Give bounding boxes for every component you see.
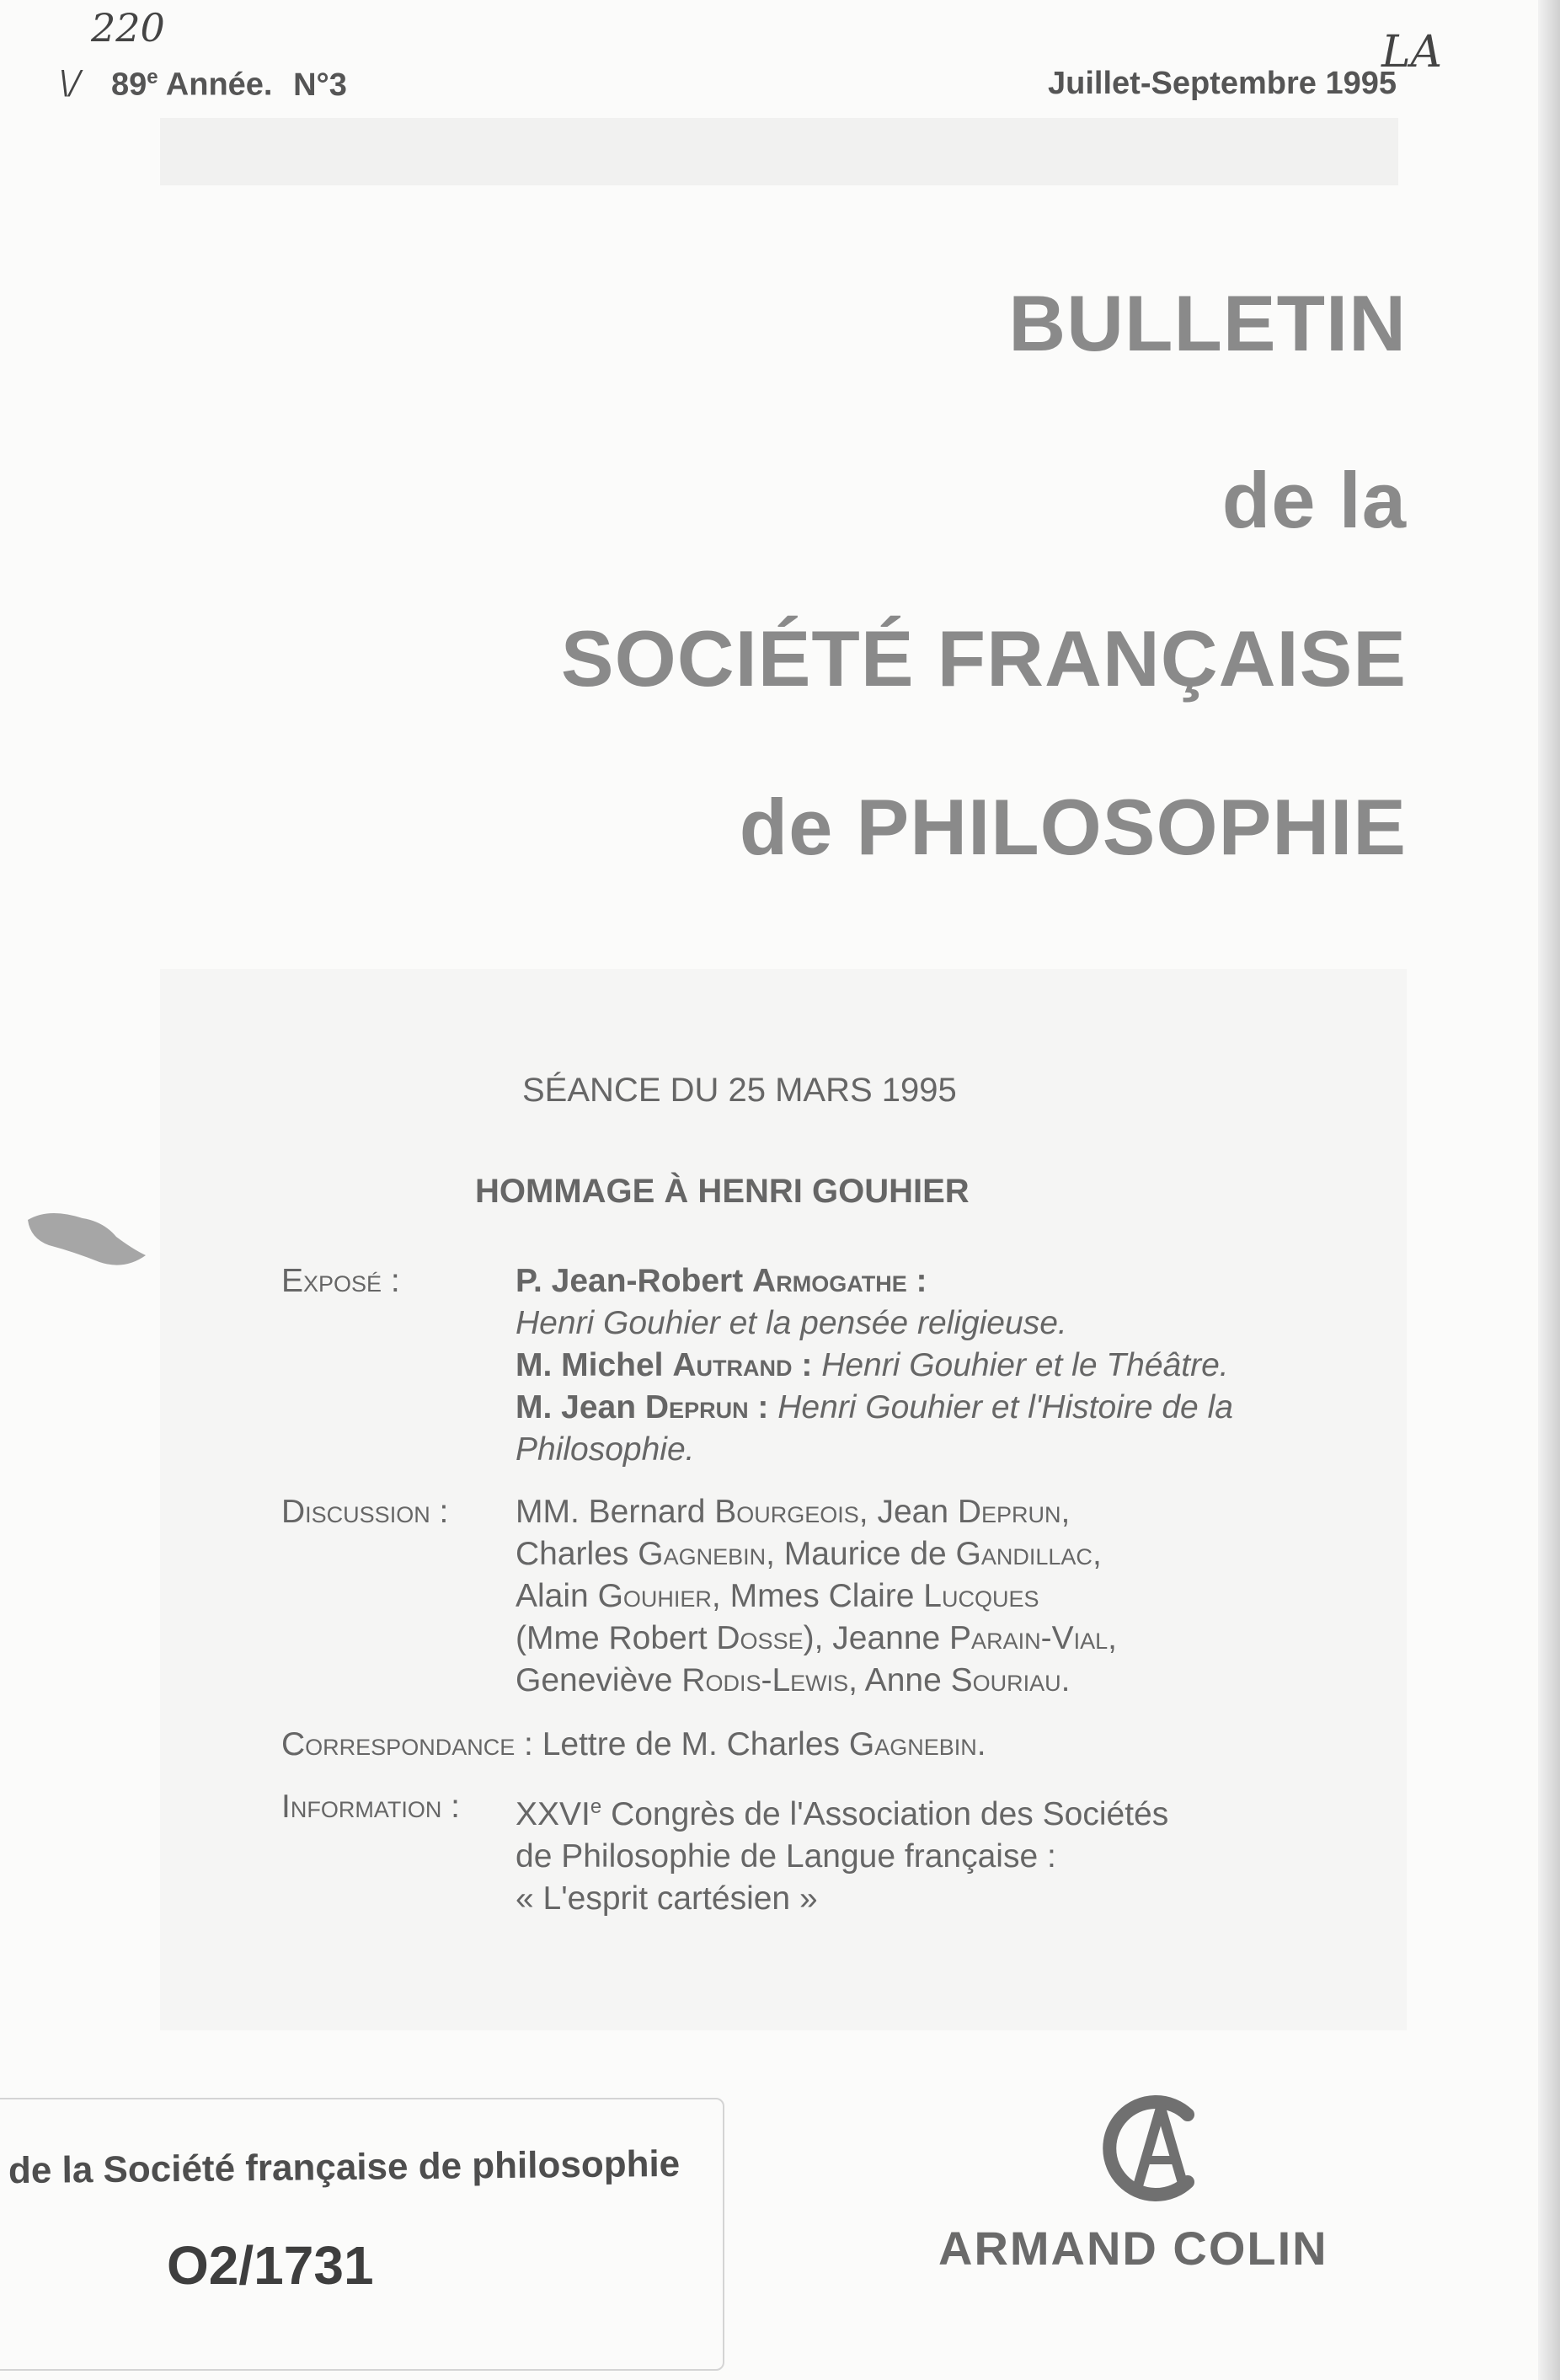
publisher-name: ARMAND COLIN — [938, 2222, 1328, 2275]
year-number: 89 — [111, 67, 147, 103]
expose-label: Exposé : — [281, 1263, 400, 1299]
information-line-3: « L'esprit cartésien » — [516, 1880, 818, 1917]
discussion-line-1: MM. Bernard Bourgeois, Jean Deprun, — [516, 1494, 1071, 1530]
information-content — [516, 1786, 1168, 1920]
title-de-la: de la — [1221, 456, 1407, 544]
publication-period: Juillet-Septembre 1995 — [1048, 66, 1397, 101]
speaker-1-title: Henri Gouhier et la pensée religieuse. — [516, 1305, 1067, 1341]
session-date: SÉANCE DU 25 MARS 1995 — [522, 1072, 957, 1109]
information-line-2: de Philosophie de Langue française : — [516, 1838, 1056, 1875]
discussion-line-5: Geneviève Rodis-Lewis, Anne Souriau. — [516, 1662, 1071, 1698]
handwritten-check: \/ — [59, 64, 81, 101]
year-suffix: e — [147, 66, 158, 88]
speaker-3: M. Jean Deprun : Henri Gouhier et l'Histoire de la — [516, 1389, 1233, 1425]
discussion-line-2: Charles Gagnebin, Maurice de Gandillac, — [516, 1536, 1102, 1572]
header-band — [160, 118, 1398, 185]
information-label: Information : — [281, 1789, 460, 1825]
page-edge-shadow — [1538, 0, 1560, 2380]
correspondance-row: Correspondance : Lettre de M. Charles Gagnebin. — [281, 1726, 986, 1762]
issue-number: N°3 — [293, 67, 347, 103]
title-societe-francaise: SOCIÉTÉ FRANÇAISE — [560, 614, 1407, 703]
discussion-content — [516, 1491, 1117, 1702]
speaker-2: M. Michel Autrand : Henri Gouhier et le Théâtre. — [516, 1347, 1229, 1383]
title-bulletin: BULLETIN — [1008, 279, 1407, 367]
speaker-1: P. Jean-Robert Armogathe : — [516, 1263, 927, 1299]
speaker-3-title-end: Philosophie. — [516, 1431, 695, 1468]
information-line-1: XXVIe Congrès de l'Association des Sociétés — [516, 1795, 1169, 1832]
correspondance-label: Correspondance : — [281, 1726, 533, 1762]
discussion-line-3: Alain Gouhier, Mmes Claire Lucques — [516, 1578, 1039, 1614]
discussion-label: Discussion : — [281, 1494, 449, 1530]
discussion-line-4: (Mme Robert Dosse), Jeanne Parain-Vial, — [516, 1620, 1117, 1656]
session-theme: HOMMAGE À HENRI GOUHIER — [475, 1173, 970, 1210]
title-de-philosophie: de PHILOSOPHIE — [739, 783, 1407, 871]
volume-issue — [111, 66, 347, 104]
year-label: Année. — [165, 67, 273, 103]
armand-colin-logo-icon — [1087, 2089, 1221, 2207]
handwritten-initials: LA — [1381, 27, 1443, 78]
library-stamp-line-2: O2/1731 — [167, 2235, 374, 2296]
library-stamp-line-1: de la Société française de philosophie — [8, 2142, 681, 2192]
handwritten-number: 220 — [91, 5, 165, 51]
ink-smudge — [24, 1203, 150, 1279]
expose-content — [516, 1260, 1233, 1471]
